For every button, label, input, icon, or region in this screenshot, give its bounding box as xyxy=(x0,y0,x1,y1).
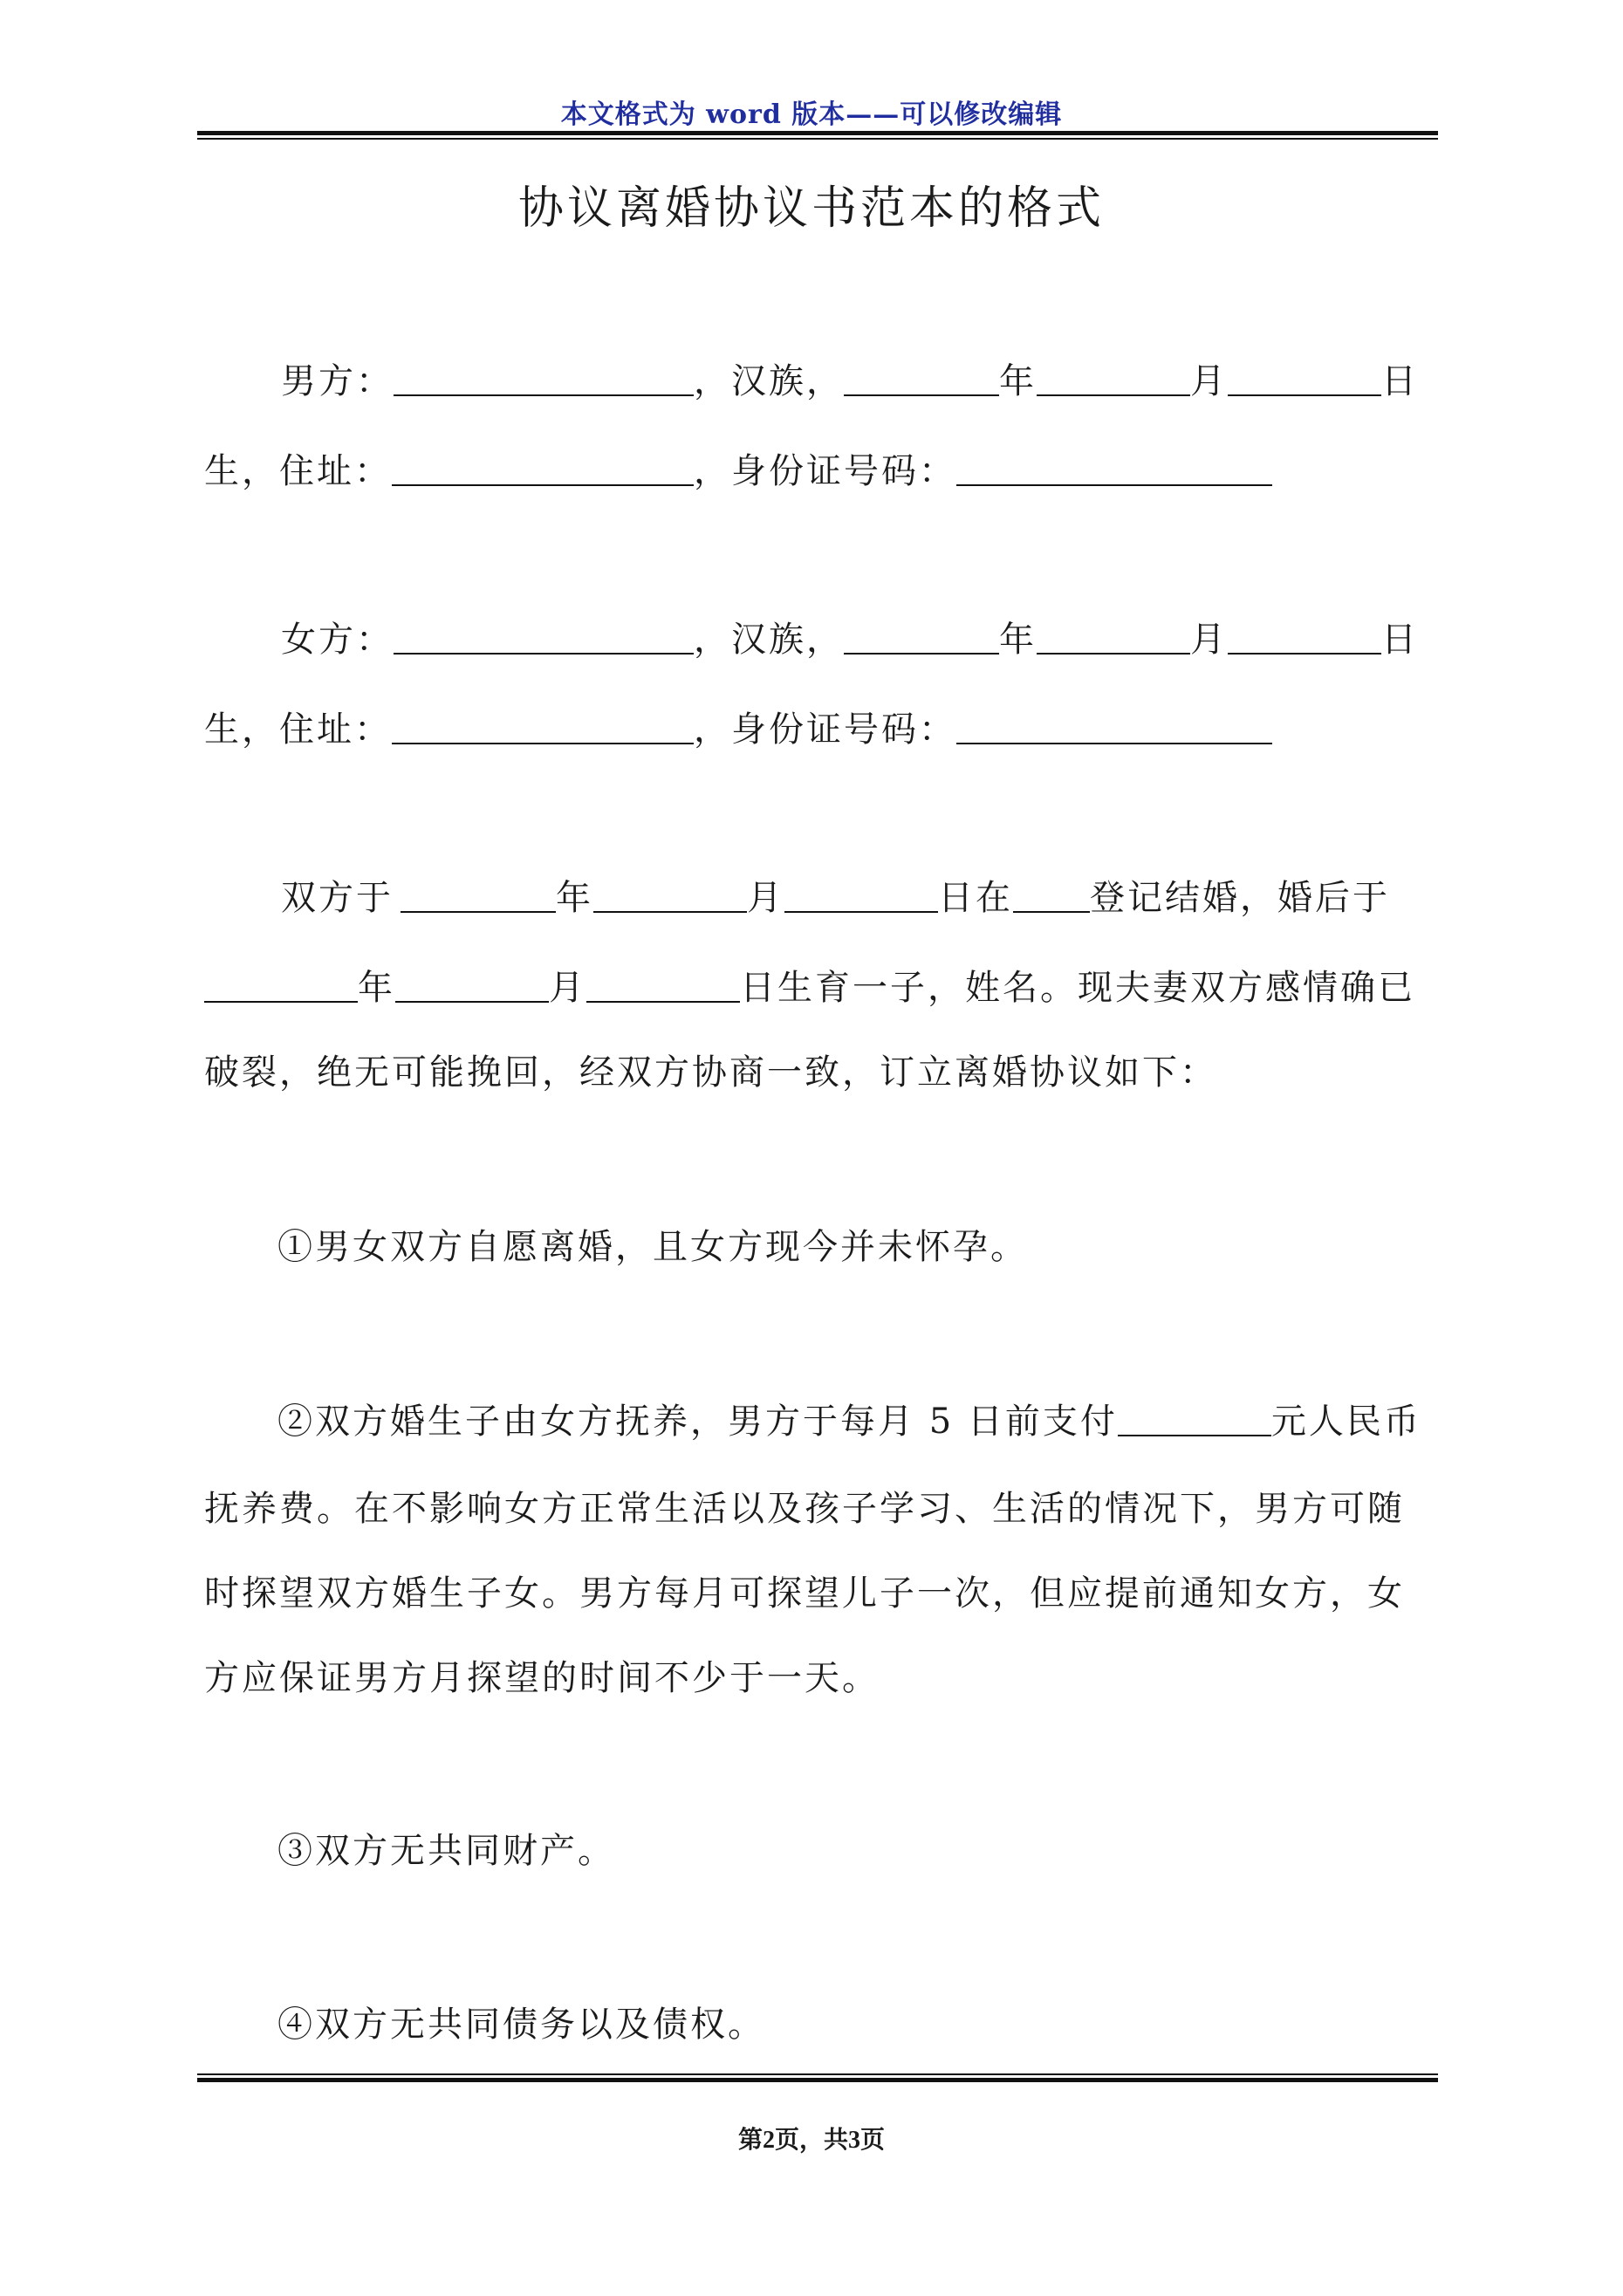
clause-3: ③双方无共同财产。 xyxy=(277,1831,615,1871)
woman-month-label: 月 xyxy=(1190,620,1228,660)
birth-year-label: 年 xyxy=(358,968,395,1008)
woman-born-address: 生，住址： xyxy=(204,709,392,750)
man-month-blank[interactable] xyxy=(1037,363,1190,396)
page-number: 第2页，共3页 xyxy=(737,2127,885,2154)
clause-2-line-1 xyxy=(277,1400,1421,1443)
marriage-day-at: 日在 xyxy=(938,878,1013,918)
marriage-line-3: 破裂，绝无可能挽回，经双方协商一致，订立离婚协议如下： xyxy=(204,1052,1217,1093)
man-month-label: 月 xyxy=(1190,361,1228,401)
man-day-label: 日 xyxy=(1381,361,1419,401)
clause-2-end: 元人民币 xyxy=(1270,1402,1421,1442)
marriage-prefix: 双方于 xyxy=(281,878,394,918)
clause-2-start: ②双方婚生子由女方抚养，男方于每月 5 日前支付 xyxy=(277,1402,1118,1442)
birth-day-blank[interactable] xyxy=(586,970,740,1003)
document-title: 协议离婚协议书范本的格式 xyxy=(517,182,1105,235)
man-day-blank[interactable] xyxy=(1228,363,1381,396)
clause-1: ①男女双方自愿离婚，且女方现今并未怀孕。 xyxy=(277,1227,1028,1267)
footer-rule-thin xyxy=(197,2073,1438,2075)
man-line-1 xyxy=(281,360,1419,403)
support-amount-blank[interactable] xyxy=(1118,1403,1271,1436)
marriage-month-blank[interactable] xyxy=(593,880,747,913)
footer-rule-thick xyxy=(197,2078,1438,2082)
woman-day-blank[interactable] xyxy=(1228,621,1381,655)
clause-4: ④双方无共同债务以及债权。 xyxy=(277,2005,765,2045)
man-year-label: 年 xyxy=(999,361,1037,401)
birth-year-blank[interactable] xyxy=(204,970,358,1003)
birth-text: 日生育一子，姓名。现夫妻双方感情确已 xyxy=(740,968,1415,1008)
man-id-blank[interactable] xyxy=(956,453,1272,486)
man-label: 男方： xyxy=(281,361,394,401)
man-id-label: ，身份证号码： xyxy=(694,451,956,491)
man-address-blank[interactable] xyxy=(392,453,694,486)
man-name-blank[interactable] xyxy=(394,363,694,396)
man-year-blank[interactable] xyxy=(844,363,999,396)
header-banner: 本文格式为 word 版本——可以修改编辑 xyxy=(560,99,1063,130)
woman-year-blank[interactable] xyxy=(844,621,999,655)
marriage-line-2 xyxy=(204,966,1415,1010)
clause-2-line-4: 方应保证男方月探望的时间不少于一天。 xyxy=(204,1658,880,1698)
birth-month-blank[interactable] xyxy=(395,970,549,1003)
birth-month-label: 月 xyxy=(549,968,586,1008)
man-ethnicity: ，汉族， xyxy=(694,361,844,401)
header-rule-thin xyxy=(197,138,1438,140)
header-rule-thick xyxy=(197,131,1438,135)
woman-name-blank[interactable] xyxy=(394,621,694,655)
woman-month-blank[interactable] xyxy=(1037,621,1190,655)
man-born-address: 生，住址： xyxy=(204,451,392,491)
man-line-2 xyxy=(204,449,1272,493)
woman-address-blank[interactable] xyxy=(392,711,694,744)
marriage-place-blank[interactable] xyxy=(1013,880,1090,913)
woman-line-1 xyxy=(281,618,1419,661)
woman-line-2 xyxy=(204,708,1272,751)
clause-2-line-3: 时探望双方婚生子女。男方每月可探望儿子一次，但应提前通知女方，女 xyxy=(204,1573,1405,1614)
woman-id-blank[interactable] xyxy=(956,711,1272,744)
clause-2-line-2: 抚养费。在不影响女方正常生活以及孩子学习、生活的情况下，男方可随 xyxy=(204,1489,1405,1529)
woman-year-label: 年 xyxy=(999,620,1037,660)
woman-day-label: 日 xyxy=(1381,620,1419,660)
marriage-month-label: 月 xyxy=(747,878,784,918)
marriage-line-1 xyxy=(281,876,1390,920)
woman-ethnicity: ，汉族， xyxy=(694,620,844,660)
marriage-day-blank[interactable] xyxy=(784,880,938,913)
marriage-registered: 登记结婚，婚后于 xyxy=(1090,878,1390,918)
marriage-year-blank[interactable] xyxy=(401,880,556,913)
woman-id-label: ，身份证号码： xyxy=(694,709,956,750)
marriage-year-label: 年 xyxy=(556,878,593,918)
woman-label: 女方： xyxy=(281,620,394,660)
